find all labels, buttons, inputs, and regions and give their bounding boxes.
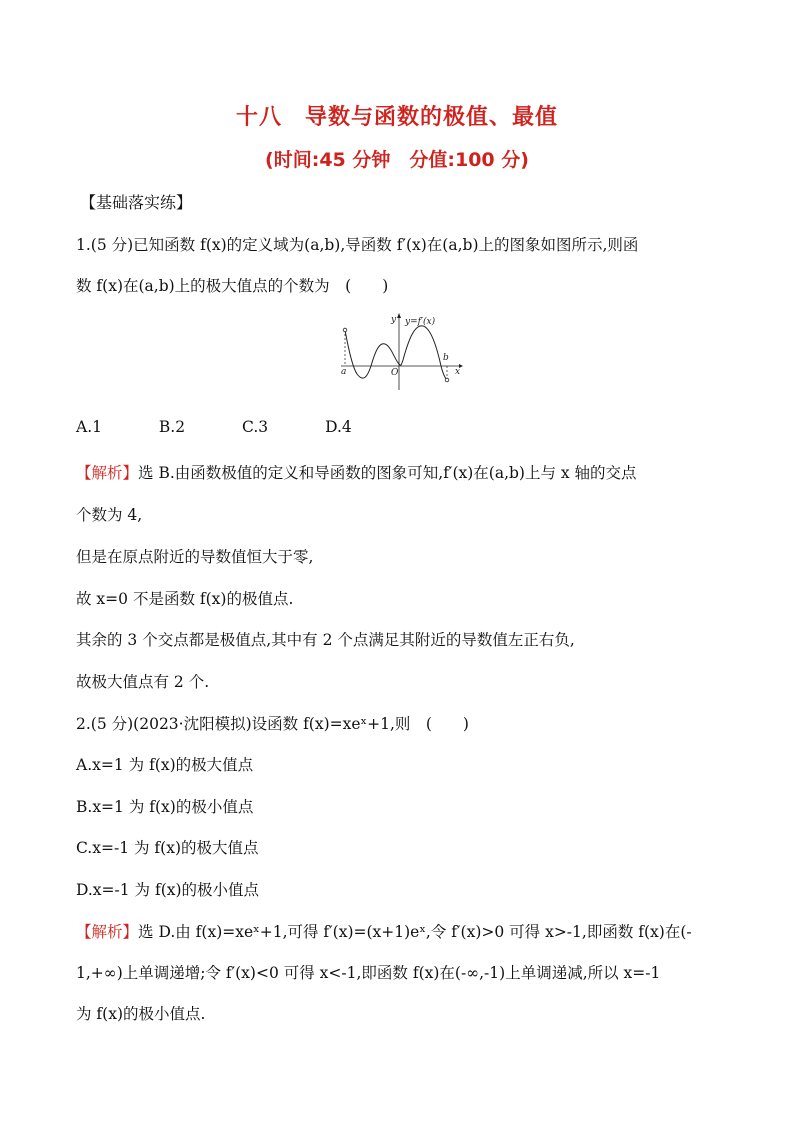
q1-option-a: A.1: [76, 418, 102, 436]
q2-analysis-line2: 1,+∞)上单调递增;令 f′(x)<0 可得 x<-1,即函数 f(x)在(-∞,-1)上单调递减,所以 x=-1: [76, 964, 661, 982]
y-axis-arrow: [397, 313, 401, 318]
q1-analysis-line4: 故 x=0 不是函数 f(x)的极值点.: [76, 590, 294, 608]
q2-analysis-tag: 【解析】: [76, 923, 139, 941]
q1-analysis-line6: 故极大值点有 2 个.: [76, 673, 210, 691]
q1-option-c: C.3: [242, 418, 269, 436]
b-label: b: [443, 353, 449, 363]
q2-analysis-line1: 【解析】选 D.由 f(x)=xeˣ+1,可得 f′(x)=(x+1)eˣ,令 f′(x)>0 可得 x>-1,即函数 f(x)在(-: [76, 923, 692, 941]
q1-analysis-tag: 【解析】: [76, 464, 139, 482]
q1-analysis-line1: 【解析】选 B.由函数极值的定义和导函数的图象可知,f′(x)在(a,b)上与 x 轴的交点: [76, 464, 637, 482]
page-subtitle: (时间:45 分钟 分值:100 分): [265, 149, 529, 171]
q1-analysis-line5: 其余的 3 个交点都是极值点,其中有 2 个点满足其附近的导数值左正右负,: [76, 631, 575, 649]
q1-option-b: B.2: [158, 418, 186, 436]
q2-stem: 2.(5 分)(2023·沈阳模拟)设函数 f(x)=xeˣ+1,则 ( ): [76, 715, 469, 733]
a-label: a: [341, 367, 347, 377]
derivative-graph: [335, 312, 465, 392]
q2-option-a: A.x=1 为 f(x)的极大值点: [76, 756, 254, 774]
q2-analysis-line3: 为 f(x)的极小值点.: [76, 1005, 206, 1023]
section-heading: 【基础落实练】: [80, 193, 193, 212]
open-endpoint-b: [445, 378, 449, 382]
open-endpoint-a: [343, 328, 347, 332]
q1-option-d: D.4: [325, 418, 352, 436]
x-axis-label: x: [455, 367, 461, 377]
page-title: 十八 导数与函数的极值、最值: [235, 105, 558, 130]
q2-option-b: B.x=1 为 f(x)的极小值点: [76, 798, 254, 816]
q2-option-c: C.x=-1 为 f(x)的极大值点: [76, 839, 259, 857]
y-axis-label: y: [391, 315, 397, 325]
origin-label: O: [391, 368, 399, 378]
q1-stem-line2: 数 f(x)在(a,b)上的极大值点的个数为 ( ): [76, 277, 389, 295]
q1-analysis-line3: 但是在原点附近的导数值恒大于零,: [76, 548, 314, 566]
curve-label: y=f′(x): [405, 317, 436, 327]
q2-option-d: D.x=-1 为 f(x)的极小值点: [76, 881, 260, 899]
q1-options: [76, 418, 404, 436]
q1-analysis-line2: 个数为 4,: [76, 506, 143, 524]
q1-stem-line1: 1.(5 分)已知函数 f(x)的定义域为(a,b),导函数 f′(x)在(a,b)上的图象如图所示,则函: [76, 236, 639, 254]
